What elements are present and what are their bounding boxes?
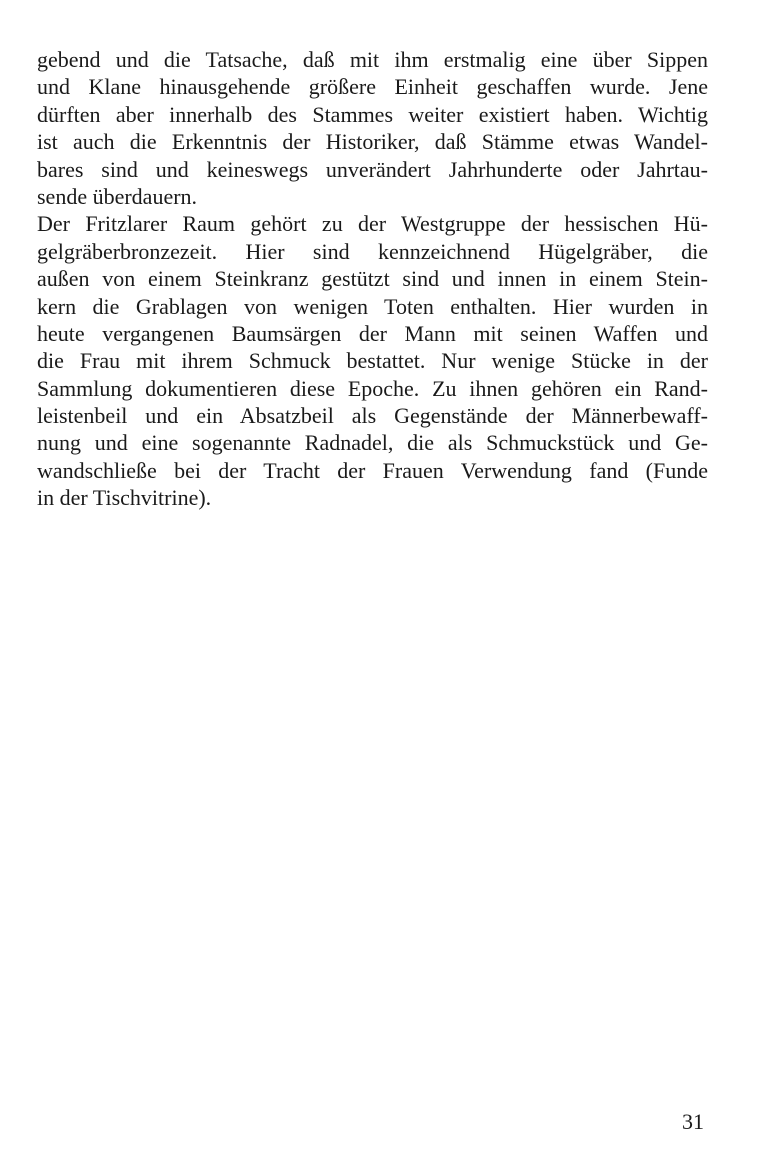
text-line: sende überdauern. [37, 183, 198, 209]
text-line: Der Fritzlarer Raum gehört zu der Westgruppe der hessischen Hü- [37, 211, 708, 237]
paragraph-1 [37, 46, 708, 210]
body-text [37, 46, 708, 512]
text-line: leistenbeil und ein Absatzbeil als Gegenstände der Männerbewaff- [37, 403, 708, 429]
text-line: die Frau mit ihrem Schmuck bestattet. Nur wenige Stücke in der [37, 348, 708, 374]
paragraph-2 [37, 210, 708, 511]
text-line: dürften aber innerhalb des Stammes weiter existiert haben. Wichtig [37, 101, 708, 127]
text-line: nung und eine sogenannte Radnadel, die als Schmuckstück und Ge- [37, 430, 708, 456]
text-line: bares sind und keineswegs unverändert Jahrhunderte oder Jahrtau- [37, 156, 708, 182]
text-line: gebend und die Tatsache, daß mit ihm erstmalig eine über Sippen [37, 47, 708, 72]
text-line: heute vergangenen Baumsärgen der Mann mit seinen Waffen und [37, 320, 708, 346]
text-line: gelgräberbronzezeit. Hier sind kennzeichnend Hügelgräber, die [37, 238, 708, 264]
text-line: kern die Grablagen von wenigen Toten enthalten. Hier wurden in [37, 293, 708, 319]
text-line: ist auch die Erkenntnis der Historiker, daß Stämme etwas Wandel- [37, 129, 708, 155]
text-line: Sammlung dokumentieren diese Epoche. Zu ihnen gehören ein Rand- [37, 375, 708, 401]
text-line: wandschließe bei der Tracht der Frauen Verwendung fand (Funde [37, 457, 708, 483]
text-line: und Klane hinausgehende größere Einheit geschaffen wurde. Jene [37, 74, 708, 100]
text-line: außen von einem Steinkranz gestützt sind und innen in einem Stein- [37, 266, 708, 292]
page-number: 31 [682, 1109, 704, 1134]
text-line: in der Tischvitrine). [37, 485, 212, 511]
